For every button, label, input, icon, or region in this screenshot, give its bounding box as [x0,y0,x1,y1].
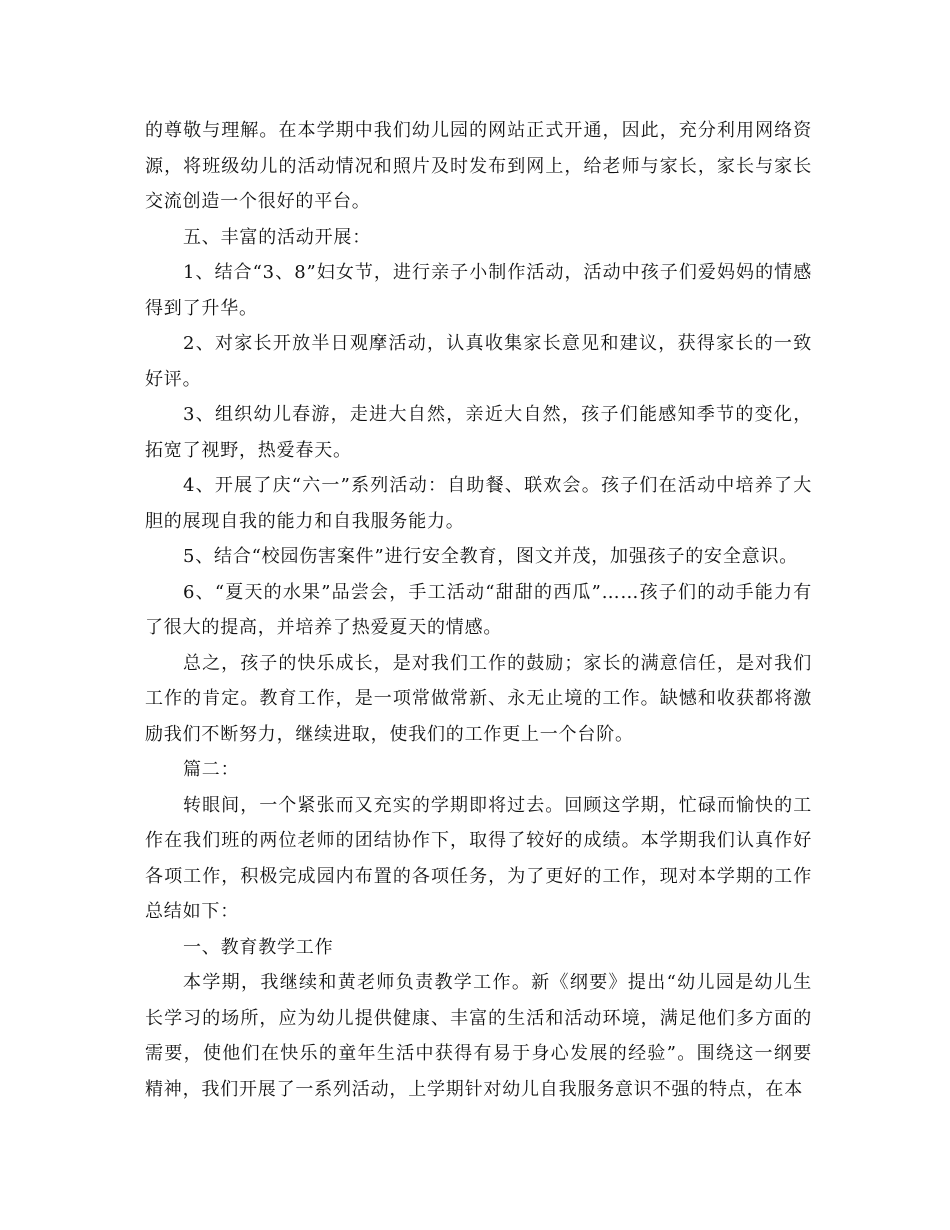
section-heading-one: 一、教育教学工作 [183,936,334,958]
list-item-6: 6、“夏天的水果”品尝会，手工活动“甜甜的西瓜”……孩子们的动手能力有了很大的提高，并培养了热爱夏天的情感。 [145,581,812,638]
teaching-paragraph: 本学期，我继续和黄老师负责教学工作。新《纲要》提出“幼儿园是幼儿生长学习的场所，应为幼儿提供健康、丰富的生活和活动环境，满足他们多方面的需要，使他们在快乐的童年生活中获得有易于身心发展的经验”。围绕这一纲要精神，我们开展了一系列活动，上学期针对幼儿自我服务意识不强的特点，在本 [145,972,812,1100]
intro-paragraph: 转眼间，一个紧张而又充实的学期即将过去。回顾这学期，忙碌而愉快的工作在我们班的两位老师的团结协作下，取得了较好的成绩。本学期我们认真作好各项工作，积极完成园内布置的各项任务，为了更好的工作，现对本学期的工作总结如下： [145,794,812,922]
section-heading-five: 五、丰富的活动开展： [183,226,371,248]
paragraph-1: 的尊敬与理解。在本学期中我们幼儿园的网站正式开通，因此，充分利用网络资源，将班级幼儿的活动情况和照片及时发布到网上，给老师与家长，家长与家长交流创造一个很好的平台。 [145,120,812,212]
list-item-1: 1、结合“3、8”妇女节，进行亲子小制作活动，活动中孩子们爱妈妈的情感得到了升华。 [145,262,812,319]
list-item-2: 2、对家长开放半日观摩活动，认真收集家长意见和建议，获得家长的一致好评。 [145,333,812,390]
summary-paragraph: 总之，孩子的快乐成长，是对我们工作的鼓励；家长的满意信任，是对我们工作的肯定。教育工作，是一项常做常新、永无止境的工作。缺憾和收获都将激励我们不断努力，继续进取，使我们的工作更上一个台阶。 [145,652,812,745]
list-item-4: 4、开展了庆“六一”系列活动：自助餐、联欢会。孩子们在活动中培养了大胆的展现自我的能力和自我服务能力。 [145,475,812,532]
part-two-heading: 篇二： [183,759,240,780]
list-item-3: 3、组织幼儿春游，走进大自然，亲近大自然，孩子们能感知季节的变化，拓宽了视野，热爱春天。 [145,404,812,461]
list-item-5: 5、结合“校园伤害案件”进行安全教育，图文并茂，加强孩子的安全意识。 [183,546,799,567]
